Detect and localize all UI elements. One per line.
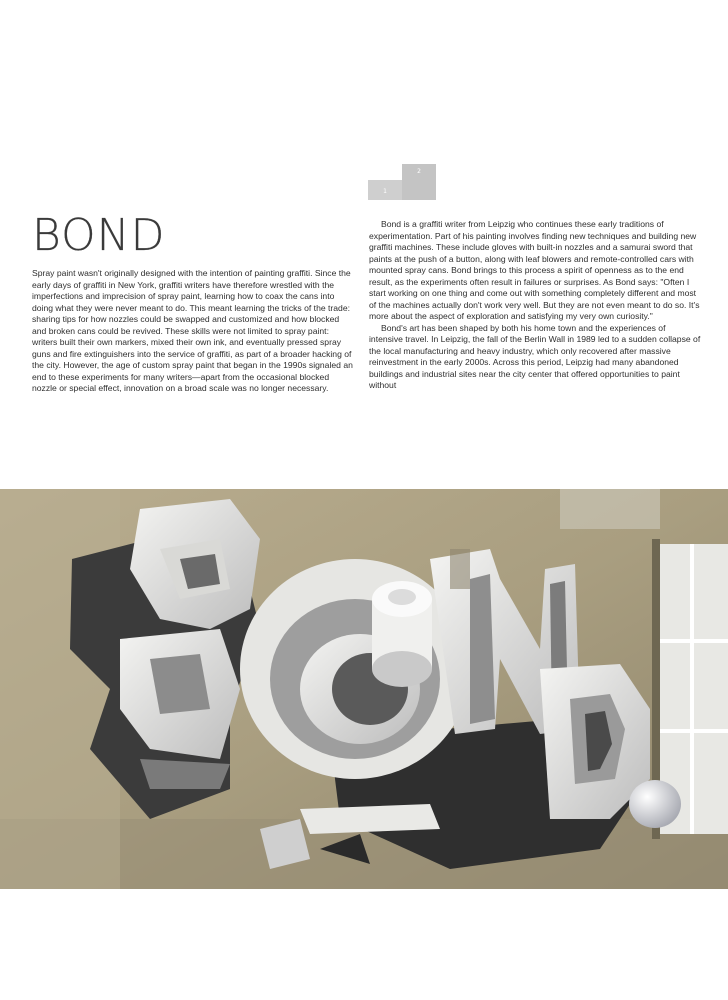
page-marker-2: 2 xyxy=(402,164,436,200)
vent xyxy=(450,549,470,589)
peeling-paint xyxy=(560,489,660,529)
right-column xyxy=(369,219,701,392)
article-title: BOND xyxy=(32,210,166,261)
lower-bar xyxy=(300,804,440,834)
left-column xyxy=(32,268,354,395)
sphere xyxy=(629,780,681,828)
right-paragraph-2: Bond's art has been shaped by both his home town and the experiences of intensive travel. In Leipzig, the fall of the Berlin Wall in 1989 led to a sudden collapse of the local manufacturing and heavy industry, which only recovered after massive reinvestment in the early 2000s. Across this period, Leipzig had many abandoned buildings and industrial sites near the city center that offered opportunities to paint without xyxy=(369,322,701,390)
graffiti-illustration xyxy=(0,489,728,889)
left-pillar xyxy=(0,489,120,889)
left-paragraph: Spray paint wasn't originally designed with the intention of painting graffiti. Since the early days of graffiti in New York, graffiti writers have therefore wrestled with the imperfections and imprecision of spray paint, learning how to coax the cans into doing what they were never meant to do. This meant learning the tricks of the trade: sharing tips for how nozzles could be swapped and customized and how blocked and broken cans could be revived. These skills were not limited to spray paint: writers built their own markers, mixed their own ink, and eventually pressed spray guns and fire extinguishers into the service of graffiti, as part of a broader hacking of the city. However, the age of custom spray paint that began in the 1990s signaled an end to these experiments for many writers—apart from the occasional blocked nozzle or special effect, innovation on a broad scale was no longer necessary. xyxy=(32,268,353,393)
graffiti-photo xyxy=(0,489,728,889)
page-markers xyxy=(368,164,448,200)
right-paragraph-1: Bond is a graffiti writer from Leipzig who continues these early traditions of experimentation. Part of his painting involves finding new techniques and building new graffiti machines. These include gloves with built-in nozzles and a samurai sword that paints at the push of a button, along with leaf blowers and remote-controlled cars with mounted spray cans. Bond brings to this process a spirit of openness as to the end result, as the experiments often result in failures or surprises. As Bond says: "Often I start working on one thing and come out with something completely different and most of the machines actually don't work very well. But they are not even meant to do so. It's more about the aspect of exploration and satisfying my very own curiosity." xyxy=(369,219,700,321)
page-marker-1: 1 xyxy=(368,180,402,200)
